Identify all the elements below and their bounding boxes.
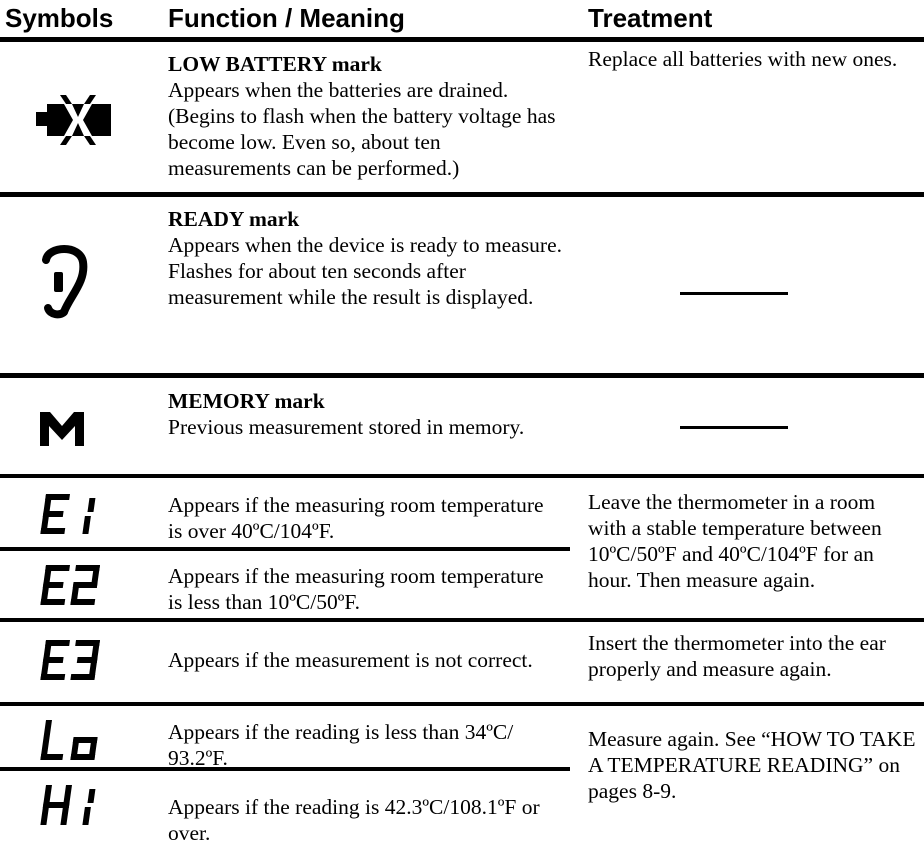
ready-description: Appears when the device is ready to measure. Flashes for about ten seconds after measurement while the result is displayed. (168, 233, 563, 309)
error-e1-symbol (40, 494, 102, 534)
lo-description: Appears if the reading is less than 34ºC/ 93.2ºF. (168, 720, 514, 770)
e2-description: Appears if the measuring room temperature is less than 10ºC/50ºF. (168, 564, 544, 614)
low-battery-title: LOW BATTERY mark (168, 52, 382, 76)
no-treatment-dash (680, 426, 788, 429)
error-e3-symbol (40, 640, 102, 680)
memory-title: MEMORY mark (168, 389, 325, 413)
function-low-battery (168, 51, 563, 181)
row-divider (0, 373, 924, 378)
treatment-reading-range: Measure again. See “HOW TO TAKE A TEMPERATURE READING” on pages 8-9. (588, 727, 916, 803)
treatment-room-temperature: Leave the thermometer in a room with a stable temperature between 10ºC/50ºF and 40ºC/104ºF for an hour. Then measure again. (588, 490, 882, 592)
memory-m-icon (40, 412, 84, 446)
e1-description: Appears if the measuring room temperature is over 40ºC/104ºF. (168, 493, 544, 543)
row-divider (0, 474, 924, 478)
memory-description: Previous measurement stored in memory. (168, 415, 525, 439)
function-memory (168, 388, 563, 440)
treatment-low-battery: Replace all batteries with new ones. (588, 47, 898, 71)
e3-description: Appears if the measurement is not correct. (168, 648, 533, 672)
error-lo-symbol (40, 720, 102, 760)
error-e2-symbol (40, 565, 102, 605)
row-divider (0, 547, 570, 551)
treatment-e3: Insert the thermometer into the ear properly and measure again. (588, 631, 886, 681)
h1-description: Appears if the reading is 42.3ºC/108.1ºF or over. (168, 795, 540, 845)
low-battery-description: Appears when the batteries are drained. (Begins to flash when the battery voltage has become low. Even so, about ten measurements can be performed.) (168, 78, 556, 180)
column-header-function: Function / Meaning (168, 3, 405, 33)
row-divider (0, 618, 924, 622)
error-h1-symbol (40, 785, 102, 825)
column-header-treatment: Treatment (588, 3, 713, 33)
row-divider (0, 192, 924, 197)
ear-ready-icon (40, 240, 90, 320)
header-rule (0, 37, 924, 42)
row-divider (0, 702, 924, 706)
function-ready (168, 206, 563, 310)
ready-title: READY mark (168, 207, 300, 231)
column-header-symbols: Symbols (5, 3, 114, 33)
no-treatment-dash (680, 292, 788, 295)
low-battery-icon (36, 95, 116, 145)
